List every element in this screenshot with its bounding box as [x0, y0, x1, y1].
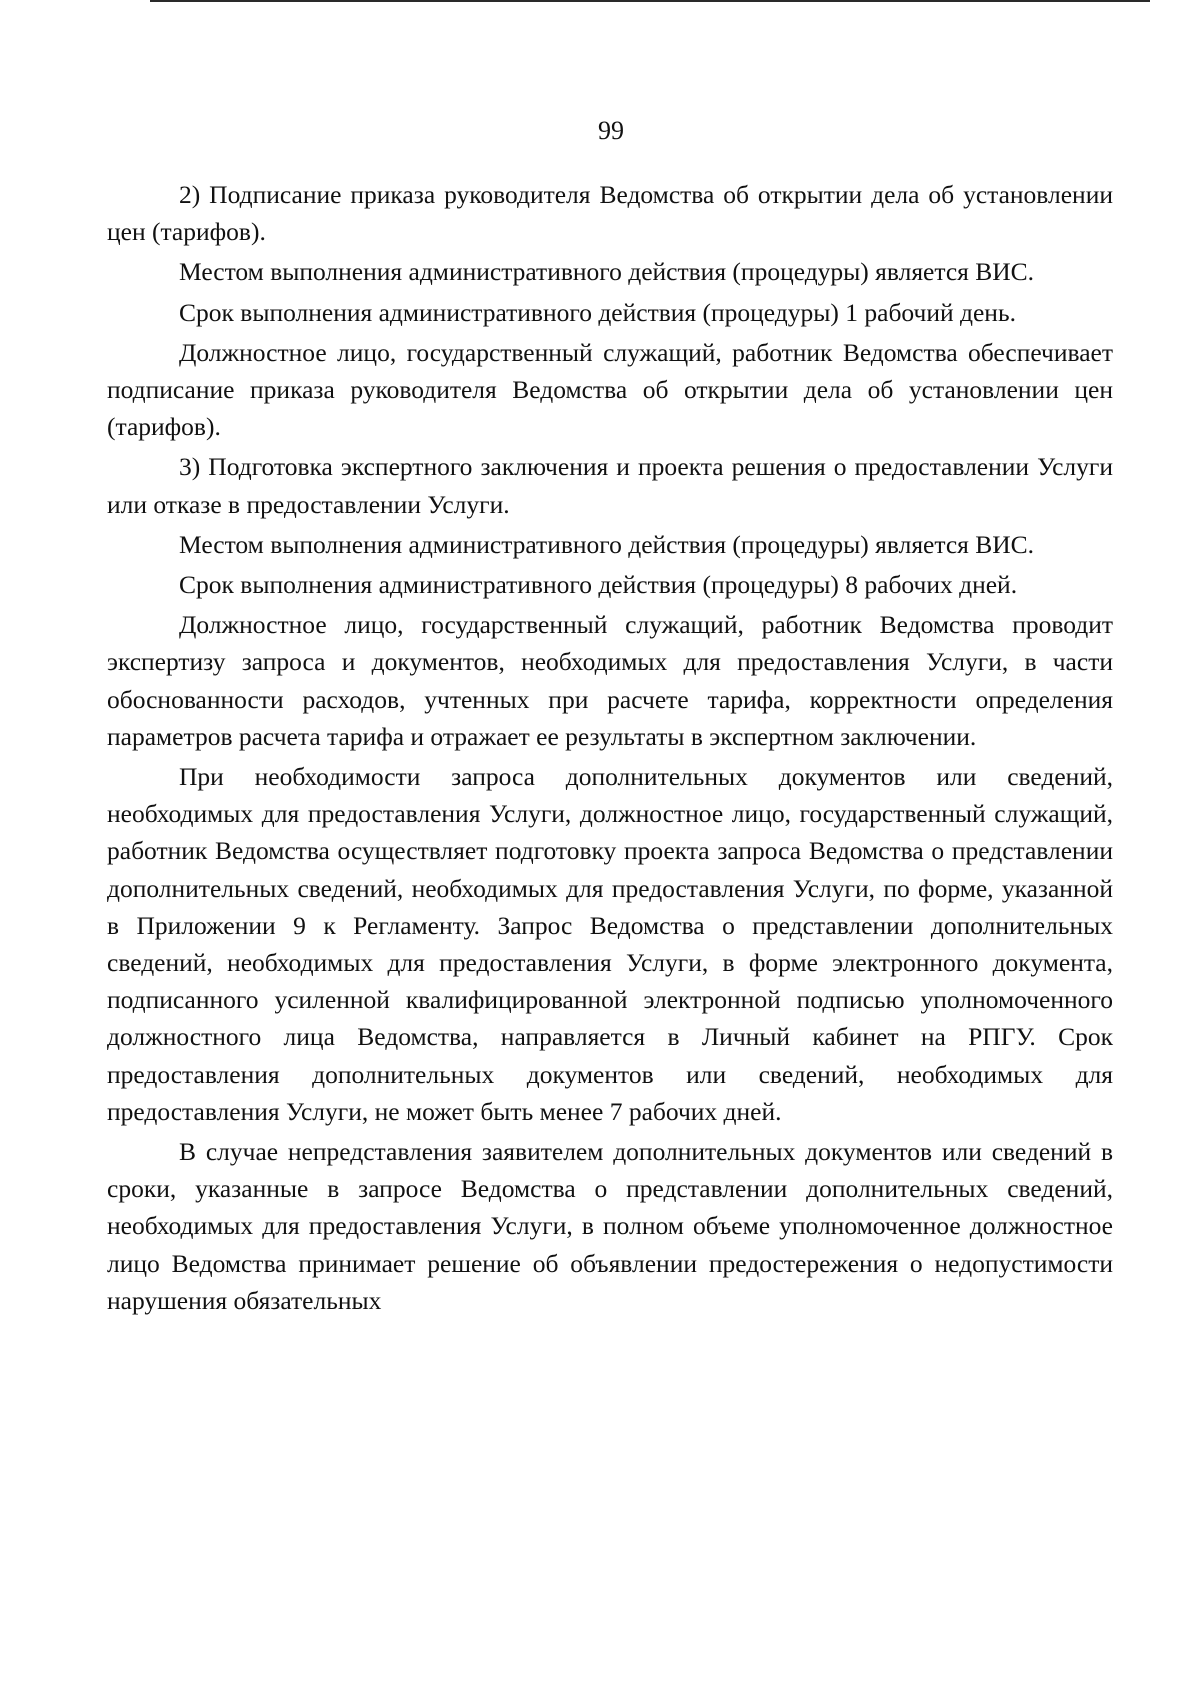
page-number: 99	[598, 116, 624, 145]
paragraph-official-signing: Должностное лицо, государственный служащий, работник Ведомства обеспечивает подписание приказа руководителя Ведомства об открытии дела об установлении цен (тарифов).	[107, 337, 1113, 442]
paragraph-additional-documents-request: При необходимости запроса дополнительных документов или сведений, необходимых для предоставления Услуги, должностное лицо, государственный служащий, работник Ведомства осуществляет подготовку проекта запроса Ведомства о представлении дополнительных сведений, необходимых для предоставления Услуги, по форме, указанной в Приложении 9 к Регламенту. Запрос Ведомства о представлении дополнительных сведений, необходимых для предоставления Услуги, в форме электронного документа, подписанного усиленной квалифицированной электронной подписью уполномоченного должностного лица Ведомства, направляется в Личный кабинет на РПГУ. Срок предоставления дополнительных документов или сведений, необходимых для предоставления Услуги, не может быть менее 7 рабочих дней.	[107, 762, 1113, 1126]
paragraph-expert-review: Должностное лицо, государственный служащий, работник Ведомства проводит экспертизу запроса и документов, необходимых для предоставления Услуги, в части обоснованности расходов, учтенных при расчете тарифа, корректности определения параметров расчета тарифа и отражает ее результаты в экспертном заключении.	[107, 610, 1113, 751]
paragraph-execution-term: Срок выполнения административного действия (процедуры) 8 рабочих дней.	[179, 570, 1018, 600]
paragraph-place-of-execution: Местом выполнения административного действия (процедуры) является ВИС.	[179, 529, 1035, 559]
paragraph-step-3-heading: 3) Подготовка экспертного заключения и проекта решения о предоставлении Услуги или отказе в предоставлении Услуги.	[107, 452, 1113, 519]
paragraph-step-2-heading: 2) Подписание приказа руководителя Ведомства об открытии дела об установлении цен (тарифов).	[107, 180, 1113, 247]
paragraph-non-submission-case: В случае непредставления заявителем дополнительных документов или сведений в сроки, указанные в запросе Ведомства о представлении дополнительных сведений, необходимых для предоставления Услуги, в полном объеме уполномоченное должностное лицо Ведомства принимает решение об объявлении предостережения о недопустимости нарушения обязательных	[107, 1137, 1113, 1315]
paragraph-place-of-execution: Местом выполнения административного действия (процедуры) является ВИС.	[179, 257, 1035, 287]
scan-top-edge-line	[150, 0, 1150, 2]
paragraph-execution-term: Срок выполнения административного действия (процедуры) 1 рабочий день.	[179, 297, 1016, 327]
document-body	[107, 176, 1113, 1322]
